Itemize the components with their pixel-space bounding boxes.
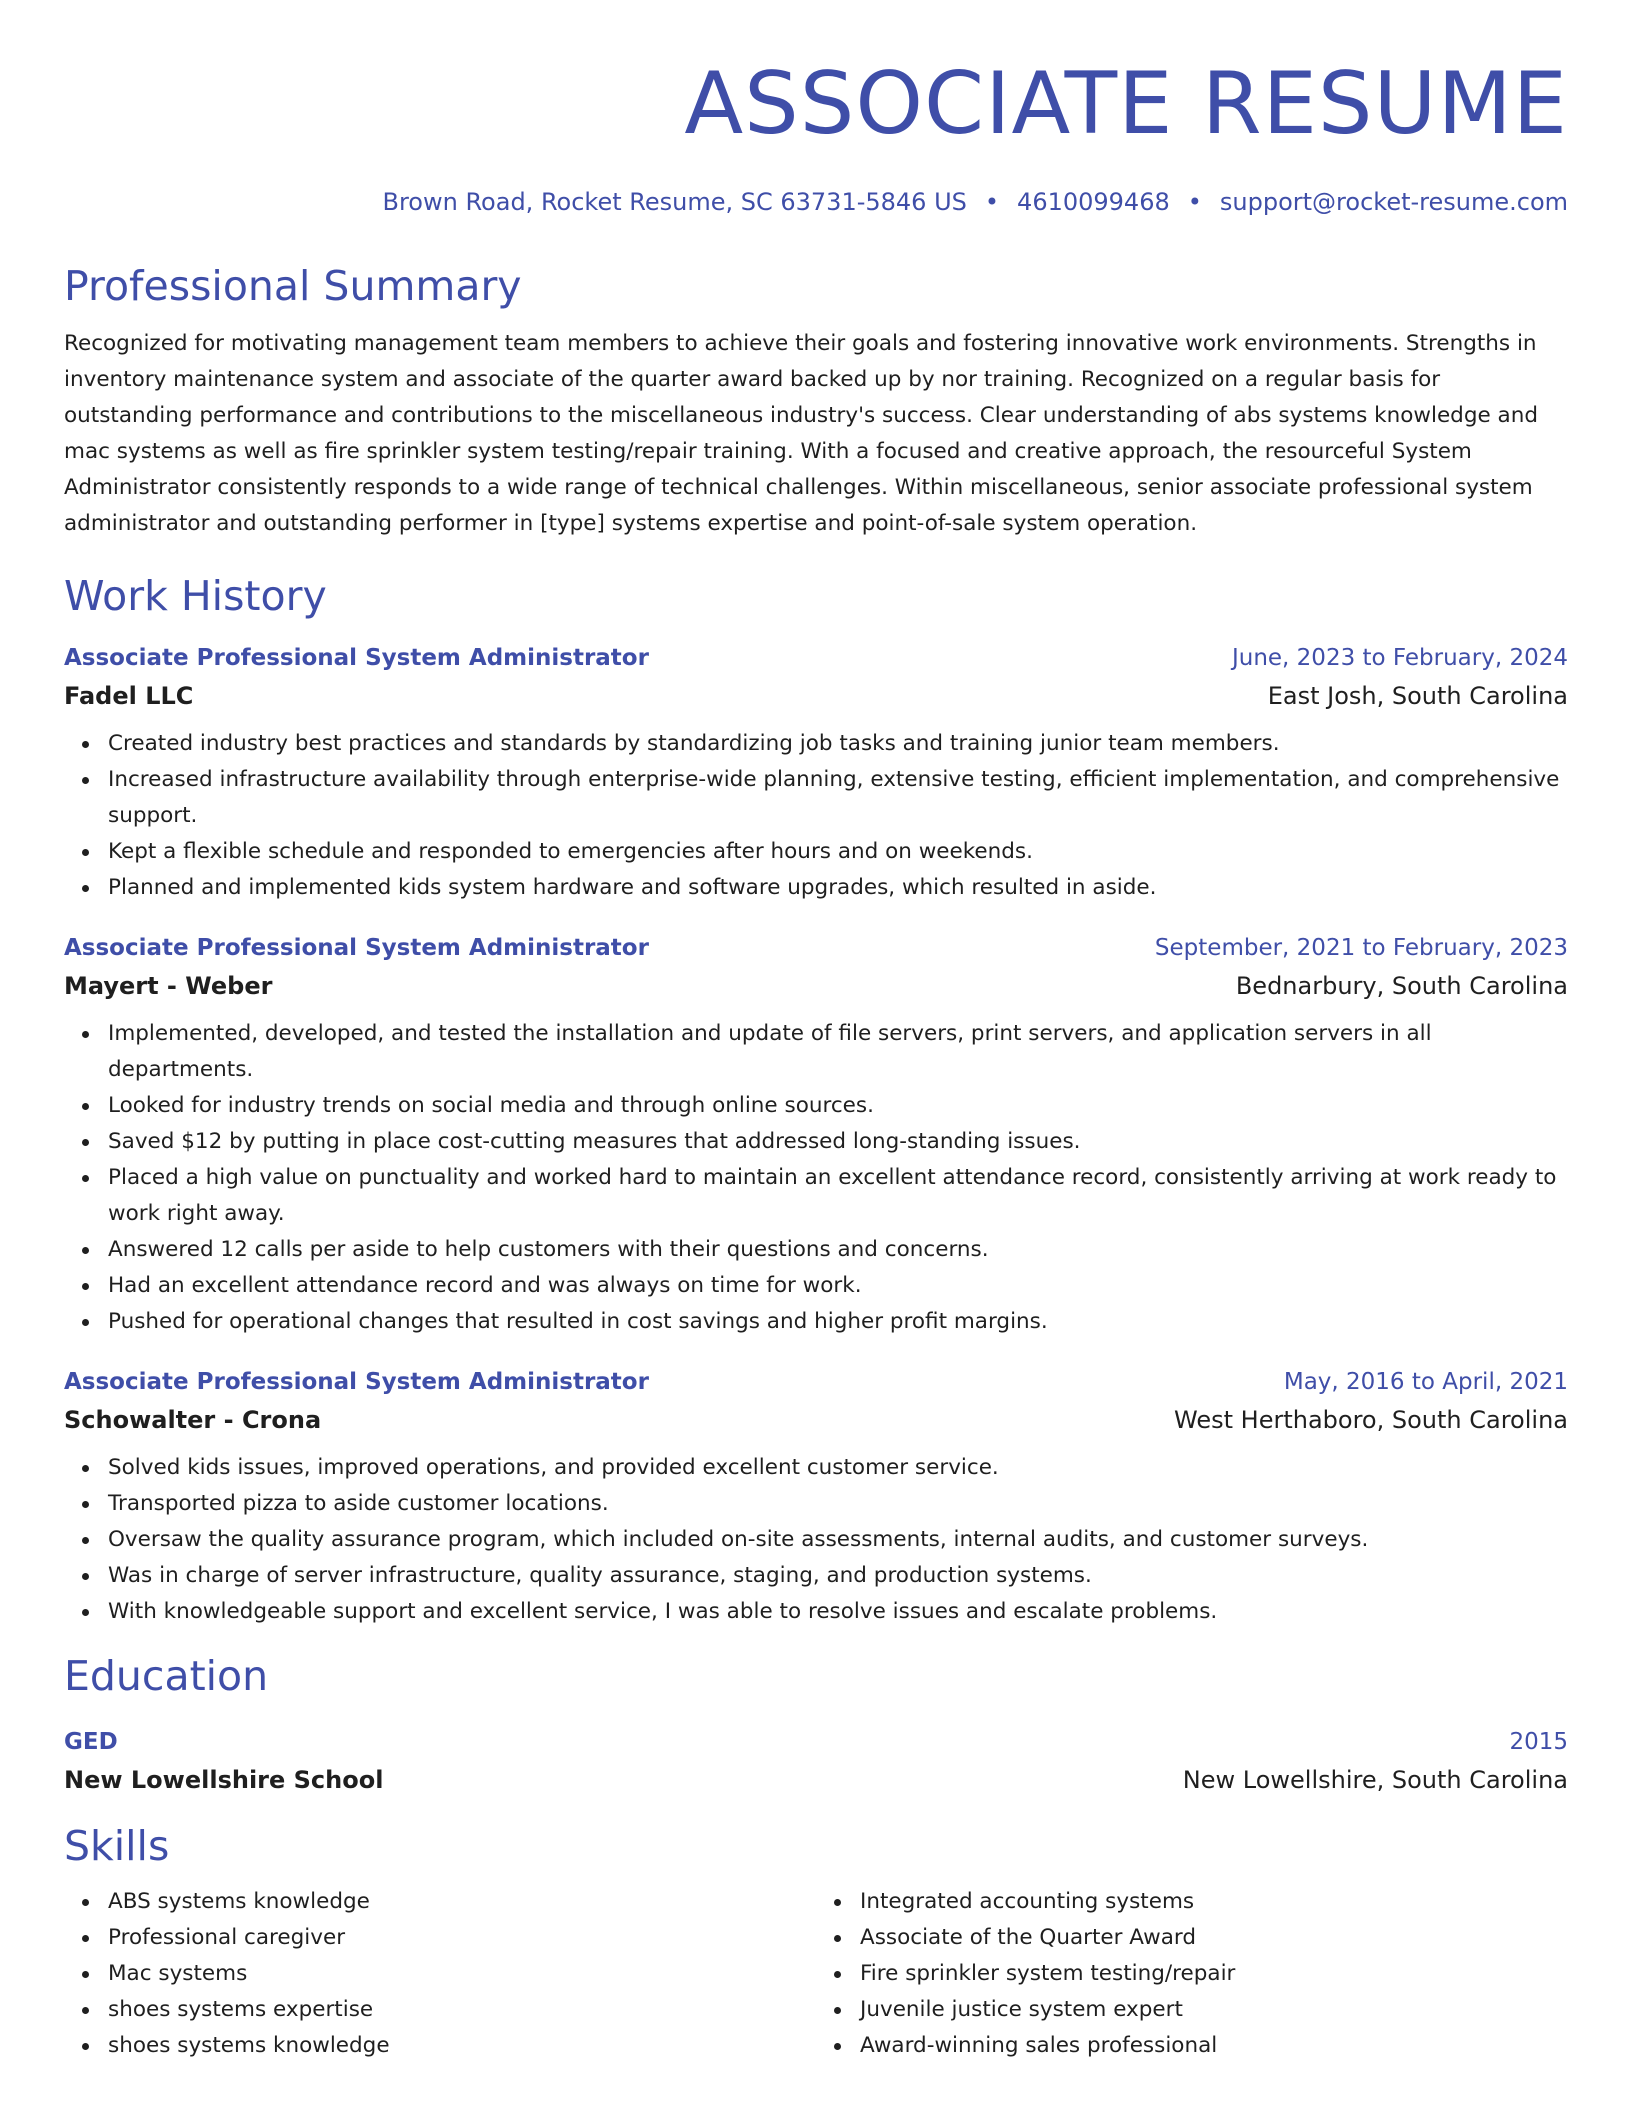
job-company: Fadel LLC [64,682,194,710]
skill-item: shoes systems knowledge [108,2028,816,2064]
list-item: Increased infrastructure availability through enterprise-wide planning, extensive testing, efficient implementation, and comprehensive support. [108,762,1568,834]
job-company: Mayert - Weber [64,972,273,1000]
contact-separator: • [984,188,1000,216]
job-location: Bednarbury, South Carolina [1235,972,1568,1000]
job-entry [64,640,1568,906]
summary-heading: Professional Summary [64,262,522,310]
education-heading: Education [64,1652,269,1700]
skill-item: Professional caregiver [108,1920,816,1956]
work-history-heading: Work History [64,572,327,620]
job-title: Associate Professional System Administrator [64,645,649,671]
contact-phone: 4610099468 [1017,188,1170,216]
job-dates: September, 2021 to February, 2023 [1154,935,1568,961]
list-item: Planned and implemented kids system hardware and software upgrades, which resulted in aside. [108,870,1568,906]
job-bullets [64,726,1568,906]
job-entry [64,1364,1568,1630]
skills-left-list [64,1884,816,2064]
job-company: Schowalter - Crona [64,1406,322,1434]
skill-item: shoes systems expertise [108,1992,816,2028]
education-degree: GED [64,1729,118,1755]
education-location: New Lowellshire, South Carolina [1182,1766,1568,1794]
job-location: West Herthaboro, South Carolina [1174,1406,1568,1434]
summary-text: Recognized for motivating management team members to achieve their goals and fostering innovative work environments. Strengths in inventory maintenance system and associate of the quarter award backed up by nor training. Recognized on a regular basis for outstanding performance and contributions to the miscellaneous industry's success. Clear understanding of abs systems knowledge and mac systems as well as fire sprinkler system testing/repair training. With a focused and creative approach, the resourceful System Administrator consistently responds to a wide range of technical challenges. Within miscellaneous, senior associate professional system administrator and outstanding performer in [type] systems expertise and point-of-sale system operation. [64,331,1538,536]
education-school: New Lowellshire School [64,1766,384,1794]
job-bullets [64,1450,1568,1630]
skill-item: Associate of the Quarter Award [860,1920,1568,1956]
resume-header [64,0,1568,218]
list-item: Saved $12 by putting in place cost-cutting measures that addressed long-standing issues. [108,1124,1568,1160]
list-item: Transported pizza to aside customer locations. [108,1486,1568,1522]
job-bullets [64,1016,1568,1340]
contact-line [64,186,1568,218]
education-entry [64,1724,1568,1800]
list-item: Created industry best practices and standards by standardizing job tasks and training junior team members. [108,726,1568,762]
skill-item: Mac systems [108,1956,816,1992]
skills-columns [64,1884,1568,2064]
education-year: 2015 [1509,1729,1568,1755]
skill-item: Juvenile justice system expert [860,1992,1568,2028]
contact-separator: • [1187,188,1202,216]
job-location: East Josh, South Carolina [1267,682,1568,710]
list-item: Solved kids issues, improved operations, and provided excellent customer service. [108,1450,1568,1486]
list-item: Kept a flexible schedule and responded to emergencies after hours and on weekends. [108,834,1568,870]
skill-item: Fire sprinkler system testing/repair [860,1956,1568,1992]
skills-right-list [816,1884,1568,2064]
list-item: Oversaw the quality assurance program, which included on-site assessments, internal audits, and customer surveys. [108,1522,1568,1558]
list-item: Answered 12 calls per aside to help customers with their questions and concerns. [108,1232,1568,1268]
skill-item: Award-winning sales professional [860,2028,1568,2064]
job-dates: May, 2016 to April, 2021 [1283,1369,1568,1395]
job-title: Associate Professional System Administrator [64,935,649,961]
list-item: Pushed for operational changes that resulted in cost savings and higher profit margins. [108,1304,1568,1340]
skill-item: Integrated accounting systems [860,1884,1568,1920]
list-item: Was in charge of server infrastructure, quality assurance, staging, and production systems. [108,1558,1568,1594]
resume-name: ASSOCIATE RESUME [684,54,1568,154]
contact-address: Brown Road, Rocket Resume, SC 63731-5846 US [382,188,967,216]
skills-heading: Skills [64,1822,170,1870]
list-item: Looked for industry trends on social media and through online sources. [108,1088,1568,1124]
list-item: With knowledgeable support and excellent service, I was able to resolve issues and escalate problems. [108,1594,1568,1630]
job-dates: June, 2023 to February, 2024 [1231,645,1568,671]
list-item: Had an excellent attendance record and was always on time for work. [108,1268,1568,1304]
skill-item: ABS systems knowledge [108,1884,816,1920]
job-entry [64,930,1568,1340]
list-item: Placed a high value on punctuality and worked hard to maintain an excellent attendance record, consistently arriving at work ready to work right away. [108,1160,1568,1232]
list-item: Implemented, developed, and tested the installation and update of file servers, print servers, and application servers in all departments. [108,1016,1568,1088]
job-title: Associate Professional System Administrator [64,1369,649,1395]
contact-email[interactable]: support@rocket-resume.com [1219,188,1568,216]
